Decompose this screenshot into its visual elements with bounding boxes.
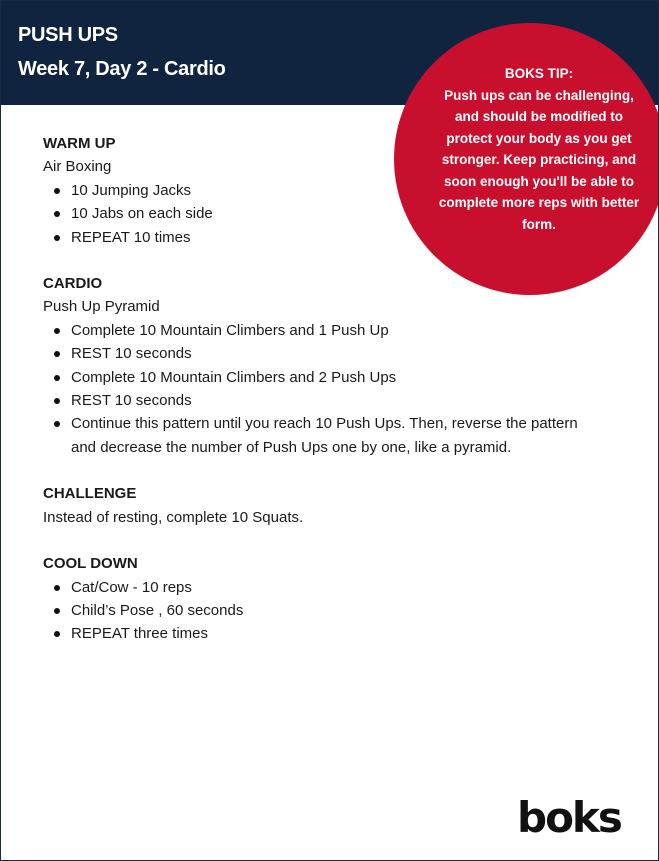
- cardio-section: [43, 272, 603, 459]
- section-heading: COOL DOWN: [43, 555, 138, 573]
- list-item: Cat/Cow - 10 reps: [71, 576, 603, 599]
- cardio-list: [43, 319, 603, 459]
- section-heading: WARM UP: [43, 135, 116, 152]
- cooldown-list: [43, 576, 603, 646]
- list-item: 10 Jumping Jacks: [71, 179, 603, 202]
- cooldown-section: [43, 552, 603, 646]
- list-item: REST 10 seconds: [71, 342, 603, 365]
- page-subtitle: Week 7, Day 2 - Cardio: [18, 58, 226, 80]
- workout-content: [43, 132, 603, 669]
- list-item: REST 10 seconds: [71, 389, 603, 412]
- section-heading: CARDIO: [43, 275, 103, 293]
- list-item: Continue this pattern until you reach 10 Push Ups. Then, reverse the pattern and decrease the number of Push Ups one by one, like a pyramid.: [71, 412, 603, 459]
- section-heading: CHALLENGE: [43, 485, 137, 503]
- section-intro: Air Boxing: [43, 158, 112, 176]
- tip-label: BOKS TIP:: [504, 66, 574, 81]
- list-item: REPEAT 10 times: [71, 226, 603, 249]
- list-item: Complete 10 Mountain Climbers and 2 Push Ups: [71, 366, 603, 389]
- section-intro: Push Up Pyramid: [43, 298, 160, 316]
- list-item: 10 Jabs on each side: [71, 202, 603, 225]
- page-title: PUSH UPS: [18, 24, 118, 46]
- list-item: REPEAT three times: [71, 622, 603, 645]
- section-text: Instead of resting, complete 10 Squats.: [43, 508, 304, 526]
- warmup-section: [43, 132, 603, 249]
- boks-logo: boks: [517, 793, 621, 842]
- warmup-list: [43, 179, 603, 249]
- challenge-section: [43, 482, 603, 529]
- list-item: Child’s Pose , 60 seconds: [71, 599, 603, 622]
- list-item: Complete 10 Mountain Climbers and 1 Push Up: [71, 319, 603, 342]
- tip-body: Push ups can be challenging, and should be modified to protect your body as you get stronger. Keep practicing, and soon enough you'll be able to complete more reps with better form.: [438, 87, 640, 232]
